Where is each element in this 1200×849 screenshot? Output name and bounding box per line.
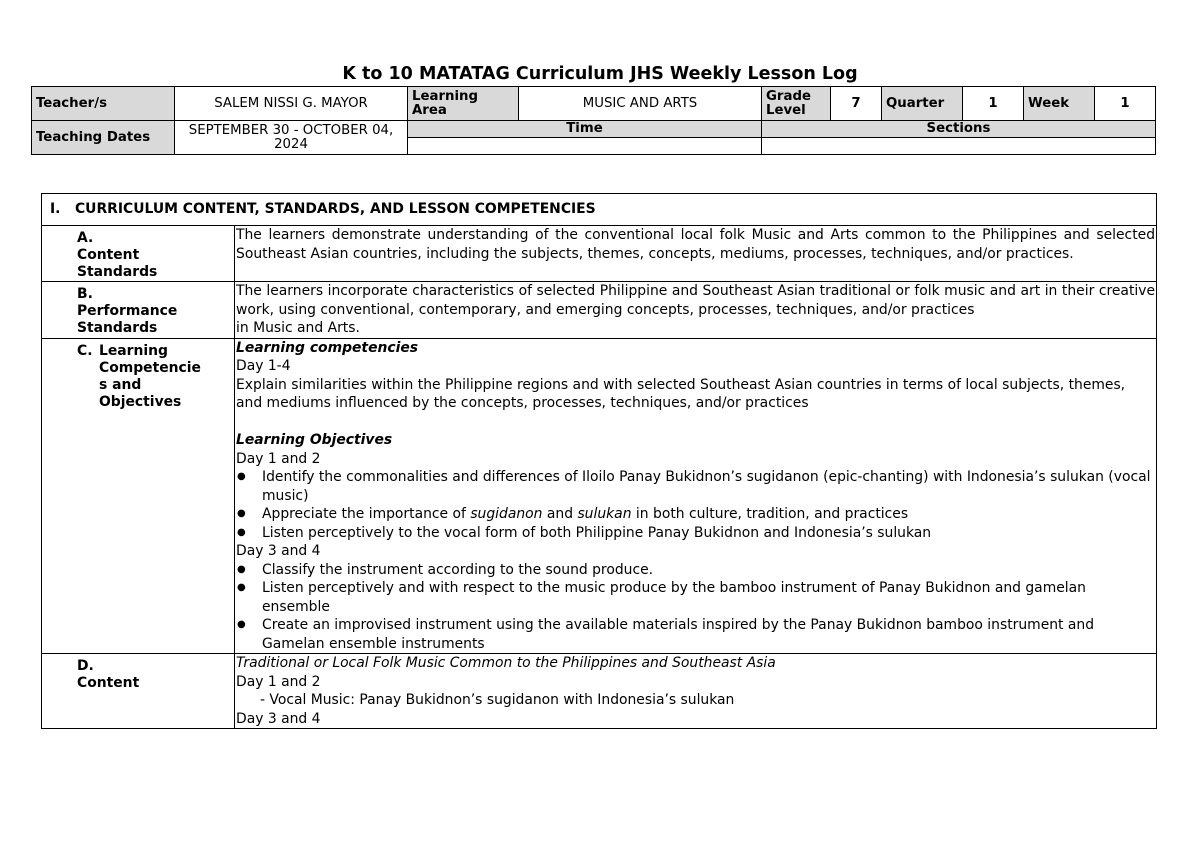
section-title: CURRICULUM CONTENT, STANDARDS, AND LESSON COMPETENCIES	[74, 201, 596, 217]
content-text: Traditional or Local Folk Music Common to the Philippines and Southeast Asia Day 1 and 2 - Vocal Music: Panay Bukidnon’s sugidanon with Indonesia’s sulukan Day 3 and 4	[235, 654, 1157, 729]
performance-standards-label: B.Performance Standards	[42, 282, 235, 339]
learning-area-value: MUSIC AND ARTS	[519, 87, 762, 121]
content-label: D.Content	[42, 654, 235, 729]
grade-level-label: Grade Level	[762, 87, 831, 121]
week-label: Week	[1024, 87, 1095, 121]
list-item: ● Listen perceptively and with respect to the music produce by the bamboo instrument of Panay Bukidnon and gamelan ensemble	[237, 580, 1086, 615]
content-standards-label: A.Content Standards	[42, 226, 235, 282]
section-heading-row	[42, 194, 1157, 226]
performance-standards-row	[42, 282, 1157, 339]
learning-area-label: Learning Area	[408, 87, 519, 121]
list-item: ● Create an improvised instrument using the available materials inspired by the Panay Bukidnon bamboo instrument and Gamelan ensemble instruments	[237, 617, 1095, 652]
sections-value	[762, 138, 1156, 155]
bullet-icon: ●	[237, 619, 246, 630]
quarter-label: Quarter	[882, 87, 963, 121]
time-label: Time	[408, 121, 762, 138]
content-standards-text: The learners demonstrate understanding of the conventional local folk Music and Arts common to the Philippines and selected Southeast Asian countries, including the subjects, themes, concepts, mediums, processes, techniques, and/or practices.	[235, 226, 1157, 282]
competencies-label: C. Learning Competencie s and Objectives	[42, 338, 235, 654]
list-item: ● Listen perceptively to the vocal form of both Philippine Panay Bukidnon and Indonesia’s sulukan	[237, 524, 932, 541]
competencies-heading: Learning competencies	[236, 339, 419, 356]
page-title: K to 10 MATATAG Curriculum JHS Weekly Lesson Log	[342, 64, 858, 84]
grade-level-value: 7	[831, 87, 882, 121]
time-value	[408, 138, 762, 155]
bullet-icon: ●	[237, 563, 246, 575]
competencies-text: Learning competencies Day 1-4 Explain similarities within the Philippine regions and with selected Southeast Asian countries in terms of local subjects, themes, and mediums influenced by the concepts, processes, techniques, and/or practices Learning Objectives Day 1 and 2 ● Identify the commonalities and differences of Iloilo Panay Bukidnon’s sugidanon (epic-chanting) with Indonesia’s sulukan (vocal music) ● Appreciate the importance of sugidanon and sulukan in both culture, tradition, and practices ● Listen perceptively to the vocal form of both Philippine Panay Bukidnon and Indonesia’s sulukan Day 3 and 4 ● Classify the instrument according to the sound produce. ● Listen perceptively and with respect to the music produce by the bamboo instrument of Panay Bukidnon and gamelan ensemble ● Create an improvised instrument using the available materials inspired by the Panay Bukidnon bamboo instrument and Gamelan ensemble instruments	[235, 338, 1157, 654]
teaching-dates-label: Teaching Dates	[32, 121, 175, 155]
teaching-dates-value: SEPTEMBER 30 - OCTOBER 04, 2024	[175, 121, 408, 155]
curriculum-table	[41, 193, 1157, 729]
header-table	[31, 86, 1156, 155]
bullet-icon: ●	[237, 471, 246, 482]
bullet-icon: ●	[237, 526, 246, 538]
sections-label: Sections	[762, 121, 1156, 138]
section-heading	[42, 194, 1157, 226]
content-row	[42, 654, 1157, 729]
quarter-value: 1	[963, 87, 1024, 121]
list-item: ● Classify the instrument according to the sound produce.	[237, 561, 654, 578]
competencies-row	[42, 338, 1157, 654]
list-item: ● Appreciate the importance of sugidanon and sulukan in both culture, tradition, and practices	[237, 506, 909, 522]
teacher-label: Teacher/s	[32, 87, 175, 121]
content-standards-row	[42, 226, 1157, 282]
bullet-icon: ●	[237, 508, 246, 519]
bullet-icon: ●	[237, 582, 246, 593]
objectives-heading: Learning Objectives	[236, 432, 393, 448]
section-number: I.	[50, 201, 61, 217]
list-item: ● Identify the commonalities and differences of Iloilo Panay Bukidnon’s sugidanon (epic-chanting) with Indonesia’s sulukan (vocal music)	[237, 469, 1151, 504]
week-value: 1	[1095, 87, 1156, 121]
teacher-value: SALEM NISSI G. MAYOR	[175, 87, 408, 121]
performance-standards-text: The learners incorporate characteristics of selected Philippine and Southeast Asian traditional or folk music and art in their creative work, using conventional, contemporary, and emerging concepts, processes, techniques, and/or practices in Music and Arts.	[236, 283, 1156, 336]
